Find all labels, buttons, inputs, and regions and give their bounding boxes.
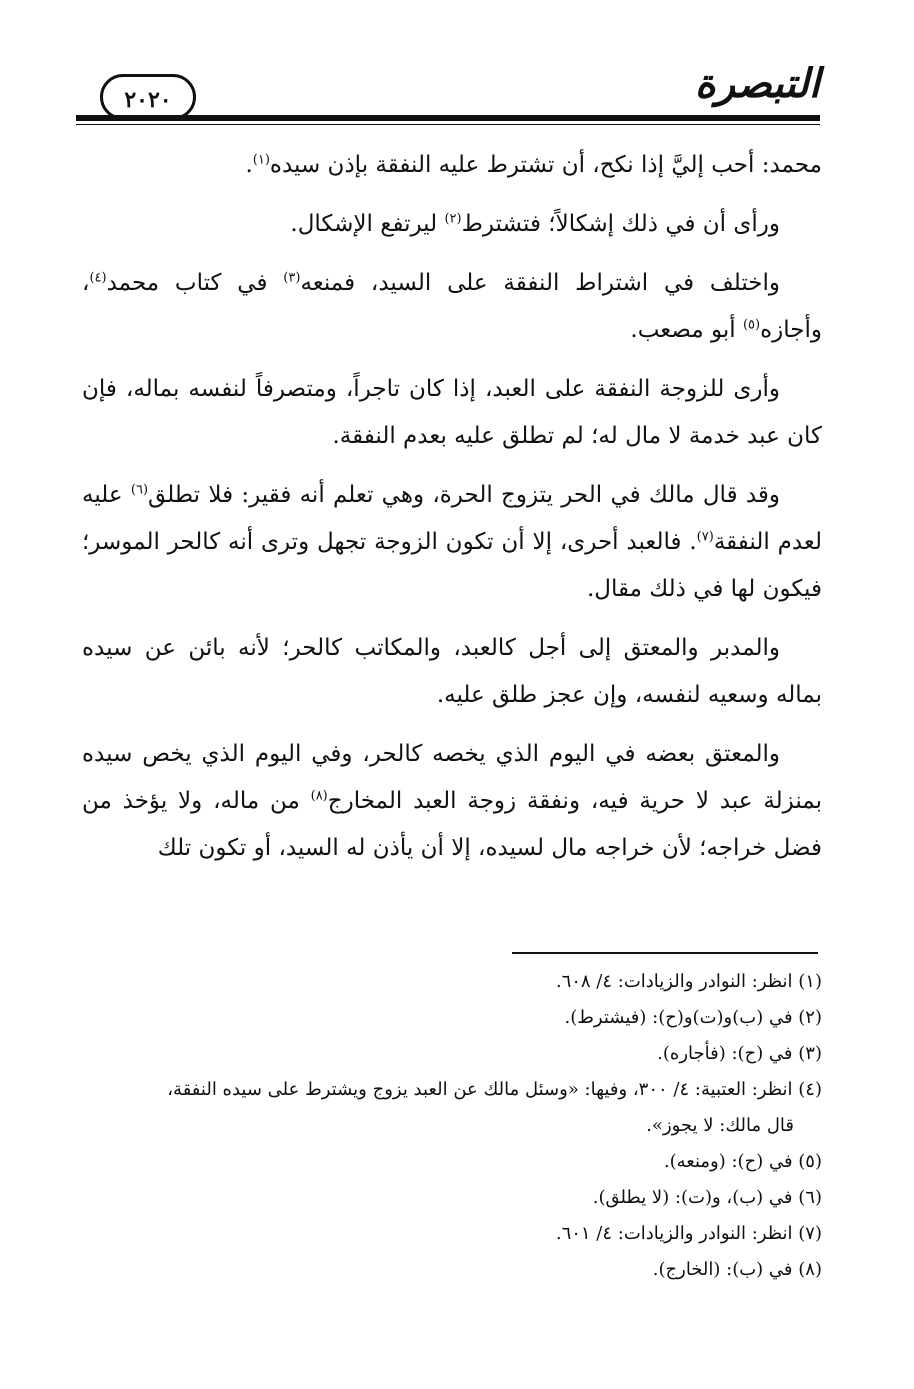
paragraph-7 [82,731,822,872]
text-run: وقد قال مالك في الحر يتزوج الحرة، وهي تعلم أنه فقير: فلا تطلق [148,482,780,508]
footnotes [82,964,822,1288]
page-header [76,48,820,124]
footnote-ref-1: (١) [252,152,270,168]
text-run: ، وأجازه [82,270,822,343]
text-run: أبو مصعب. [630,317,743,343]
paragraph-6 [82,625,822,719]
header-rule [76,115,820,121]
paragraph-3 [82,260,822,354]
main-text [82,142,822,884]
text-run: والمعتق بعضه في اليوم الذي يخصه كالحر، وفي اليوم الذي يخص سيده بمنزلة عبد لا حرية فيه، ونفقة زوجة العبد المخارج [82,741,822,814]
text-run: واختلف في اشتراط النفقة على السيد، فمنعه [300,270,781,296]
footnote-1: (١) انظر: النوادر والزيادات: ٤/ ٦٠٨. [555,971,822,992]
footnote-ref-5: (٥) [742,317,761,333]
footnote-7: (٧) انظر: النوادر والزيادات: ٤/ ٦٠١. [555,1223,822,1244]
footnote-2: (٢) في (ب)و(ت)و(ح): (فيشترط). [564,1007,822,1028]
footnote-ref-6: (٦) [130,482,149,498]
footnote-ref-3: (٣) [283,270,301,286]
footnote-8: (٨) في (ب): (الخارج). [652,1259,822,1280]
text-run: في كتاب محمد [106,270,284,296]
paragraph-2 [82,201,822,248]
page-number: ٢٠٢٠ [100,74,196,120]
paragraph-5 [82,472,822,613]
footnote-5: (٥) في (ح): (ومنعه). [663,1151,822,1172]
text-run: عليه لعدم النفقة [82,482,822,555]
footnote-ref-8: (٨) [310,788,328,804]
footnote-ref-7: (٧) [696,529,714,545]
footnote-6: (٦) في (ب)، و(ت): (لا يطلق). [592,1187,822,1208]
footnote-4-continuation: قال مالك: لا يجوز». [646,1115,794,1136]
paragraph-4 [82,366,822,460]
text-run: . [245,152,253,178]
running-title: التبصرة [694,60,820,107]
paragraph-1 [82,142,822,189]
footnote-4: (٤) انظر: العتبية: ٤/ ٣٠٠، وفيها: «وسئل مالك عن العبد يزوج ويشترط على سيده النفقة، [167,1079,822,1100]
footnote-3: (٣) في (ح): (فأجاره). [657,1043,822,1064]
text-run: وأرى للزوجة النفقة على العبد، إذا كان تاجراً، ومتصرفاً لنفسه بماله، فإن كان عبد خدمة لا مال له؛ لم تطلق عليه بعدم النفقة. [82,376,822,449]
header-rule-thin [76,124,820,125]
text-run: ورأى أن في ذلك إشكالاً؛ فتشترط [461,211,780,237]
text-run: ليرتفع الإشكال. [290,211,445,237]
footnote-ref-4: (٤) [89,270,107,286]
text-run: من ماله، ولا يؤخذ من فضل خراجه؛ لأن خراجه مال لسيده، إلا أن يأذن له السيد، أو تكون تلك [82,788,822,861]
text-run: محمد: أحب إليَّ إذا نكح، أن تشترط عليه النفقة بإذن سيده [269,152,822,178]
footnote-ref-2: (٢) [444,211,462,227]
text-run: . فالعبد أحرى، إلا أن تكون الزوجة تجهل وترى أنه كالحر الموسر؛ فيكون لها في ذلك مقال. [82,529,822,602]
footnote-separator [512,952,818,954]
text-run: والمدبر والمعتق إلى أجل كالعبد، والمكاتب كالحر؛ لأنه بائن عن سيده بماله وسعيه لنفسه، وإن عجز طلق عليه. [82,635,822,708]
